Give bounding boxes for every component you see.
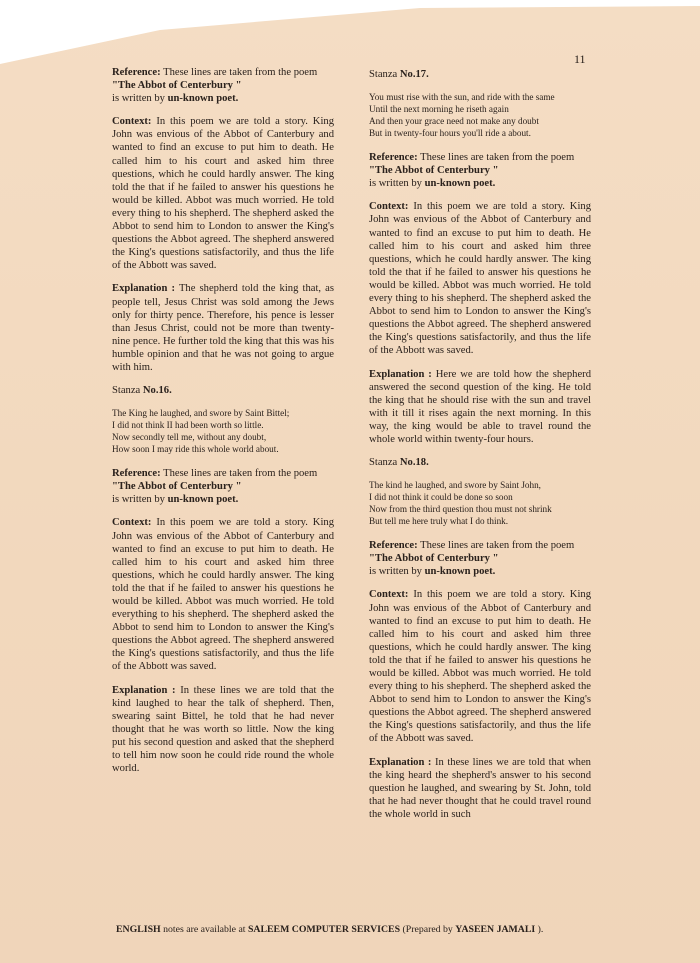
left-column (112, 66, 334, 785)
reference-label: Reference: (369, 152, 418, 164)
context-paragraph (112, 516, 334, 673)
page-number: 11 (574, 52, 586, 66)
verse-line: Now from the third question thou must not shrink (369, 504, 552, 515)
verse-line: You must rise with the sun, and ride with the same (369, 92, 555, 103)
verse-line: Until the next morning he riseth again (369, 104, 509, 115)
context-text: In this poem we are told a story. King John was envious of the Abbot of Canterbury and wanted to find an excuse to put him to death. He called him to his court and asked him three questions, which he could hardly answer. The king told the that if he failed to answer his questions he would be killed. Abbot was much worried. He told every thing to his shepherd. The shepherd asked the Abbot to send him to London to answer the King's questions the Abbot agreed. The shepherd answered the King's questions satisfactorily, and thus the life of the Abbott was saved. (112, 116, 334, 272)
right-column (369, 68, 591, 831)
verse-line: How soon I may ride this whole world about. (112, 444, 279, 455)
context-label: Context: (112, 116, 152, 128)
footer-company: SALEEM COMPUTER SERVICES (247, 924, 401, 935)
poem-author: un-known poet. (424, 178, 496, 190)
verse-line: Now secondly tell me, without any doubt, (112, 432, 267, 443)
footer-english: ENGLISH (116, 924, 161, 935)
poem-title: "The Abbot of Centerbury " (369, 553, 499, 565)
poem-title: "The Abbot of Centerbury " (112, 80, 242, 92)
stanza-label: Stanza (369, 69, 400, 80)
stanza-label: Stanza (112, 385, 143, 397)
context-text: In this poem we are told a story. King John was envious of the Abbot of Canterbury and wanted to find an excuse to put him to death. He called him to his court and asked him three questions, which he could hardly answer. The king told the that if he failed to answer his questions he would be killed. Abbot was much worried. He told everything to his shepherd. The shepherd asked the Abbot to send him to London to answer the King's questions the Abbot agreed. The shepherd answered the King's questions satisfactorily, and thus the life of the Abbott was saved. (112, 517, 334, 673)
context-paragraph (112, 115, 334, 272)
reference-paragraph (369, 539, 591, 578)
torn-corner-edge (0, 0, 700, 70)
footer-author: YASEEN JAMALI (455, 924, 536, 935)
reference-paragraph (112, 66, 334, 105)
verse-line: The King he laughed, and swore by Saint Bittel; (112, 408, 290, 419)
explanation-label: Explanation : (112, 283, 175, 295)
explanation-paragraph (369, 368, 591, 447)
stanza-heading (369, 456, 591, 469)
stanza-heading (369, 68, 591, 81)
poem-author: un-known poet. (424, 566, 496, 578)
reference-text: These lines are taken from the poem (163, 67, 318, 78)
stanza-number: No.17. (399, 69, 429, 80)
verse-line: But tell me here truly what I do think. (369, 516, 509, 527)
context-label: Context: (369, 201, 409, 213)
reference-mid: is written by (112, 93, 168, 105)
reference-paragraph (112, 467, 334, 506)
reference-text: These lines are taken from the poem (163, 468, 318, 480)
verse-line: I did not think it could be done so soon (369, 492, 513, 503)
explanation-paragraph (112, 282, 334, 374)
explanation-label: Explanation : (112, 684, 176, 696)
context-label: Context: (112, 517, 152, 529)
poem-title: "The Abbot of Centerbury " (369, 165, 499, 177)
reference-label: Reference: (112, 468, 161, 480)
context-text: In this poem we are told a story. King John was envious of the Abbot of Canterbury and wanted to find an excuse to put him to death. He called him to his court and asked him three questions, which he could hardly answer. The king told the that if he failed to answer his questions he would be killed. Abbot was much worried. He told every thing to his shepherd. The shepherd asked the Abbot to send him to London to answer the King's questions the Abbot agreed. The shepherd answered the King's questions satisfactorily, and thus the life of the Abbott was saved. (369, 201, 591, 357)
explanation-label: Explanation : (369, 368, 432, 380)
explanation-text: Here we are told how the shepherd answered the second question of the king. He told the king that he should rise with the sun and travel with it till it rises again the next morning. In this way, the king would be able to travel round the whole world within twenty-four hours. (369, 368, 591, 445)
explanation-paragraph (112, 684, 334, 776)
poem-author: un-known poet. (167, 494, 239, 506)
context-text: In this poem we are told a story. King John was envious of the Abbot of Canterbury and wanted to find an excuse to put him to death. He called him to his court and asked him three questions, which he could hardly answer. The king told the that if he failed to answer his questions he would be killed. Abbot was much worried. He told every thing to his shepherd. The shepherd asked the Abbot to send him to London to answer the King's questions the Abbot agreed. The shepherd answered the King's questions satisfactorily, and thus the life of the Abbott was saved. (369, 589, 591, 745)
context-label: Context: (369, 589, 409, 601)
stanza-number: No.16. (142, 385, 172, 397)
poem-title: "The Abbot of Centerbury " (112, 481, 242, 493)
explanation-label: Explanation : (369, 756, 432, 768)
reference-mid: is written by (369, 178, 425, 190)
stanza-number: No.18. (399, 457, 429, 469)
verse-line: I did not think II had been worth so little. (112, 420, 264, 431)
verse-line: The kind he laughed, and swore by Saint John, (369, 480, 541, 491)
reference-label: Reference: (112, 67, 161, 78)
verse-line: And then your grace need not make any doubt (369, 116, 539, 127)
stanza-verse (369, 479, 591, 527)
explanation-text: In these lines we are told that the kind laughed to hear the talk of shepherd. Then, swearing saint Bittel, he told that he had never thought that he was worth so little. Now the king put his second question and asked that the shepherd to tell him now soon he could ride round the whole world. (112, 684, 334, 775)
reference-text: These lines are taken from the poem (420, 152, 575, 164)
footer-mid: notes are available at (160, 924, 248, 935)
footer-prepared: (Prepared by (400, 924, 456, 935)
reference-paragraph (369, 151, 591, 190)
reference-text: These lines are taken from the poem (420, 540, 575, 552)
stanza-verse (112, 407, 334, 455)
context-paragraph (369, 588, 591, 745)
reference-mid: is written by (369, 566, 425, 578)
context-paragraph (369, 200, 591, 357)
stanza-heading (112, 384, 334, 397)
footer-note (116, 924, 636, 935)
explanation-text: In these lines we are told that when the king heard the shepherd's answer to his second question he laughed, and swearing by St. John, told that he had never thought that he could travel round the whole world in such (369, 756, 591, 820)
reference-mid: is written by (112, 494, 168, 506)
poem-author: un-known poet. (167, 93, 239, 105)
explanation-text: The shepherd told the king that, as people tell, Jesus Christ was sold among the Jews only for thirty pence. Therefore, his pence is lesser than Jesus Christ, could not be more than twenty-nine pence. He further told the king that this was his humble opinion and that he was not going to argue with him. (112, 283, 334, 373)
stanza-label: Stanza (369, 457, 400, 469)
stanza-verse (369, 91, 591, 139)
reference-label: Reference: (369, 540, 418, 552)
verse-line: But in twenty-four hours you'll ride a about. (369, 128, 531, 139)
explanation-paragraph (369, 756, 591, 821)
footer-end: ). (535, 924, 544, 935)
